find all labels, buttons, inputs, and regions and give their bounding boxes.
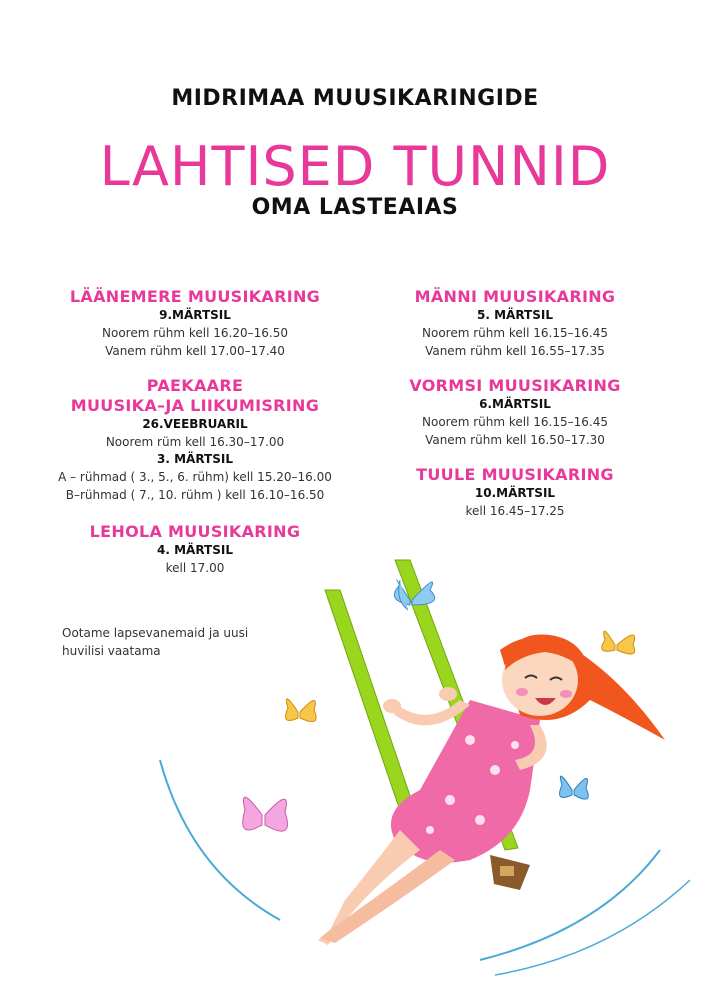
lehola-title: LEHOLA MUUSIKARING: [89, 522, 301, 541]
vormsi-line-1: Noorem rühm kell 16.15–16.45: [422, 415, 608, 429]
tuule-line: kell 16.45–17.25: [465, 504, 565, 518]
butterfly-pink-icon: [243, 797, 288, 831]
girl-dress: [391, 700, 540, 863]
page-title: LAHTISED TUNNID: [99, 135, 611, 198]
laanemere-line-2: Vanem rühm kell 17.00–17.40: [105, 344, 285, 358]
laanemere-line-1: Noorem rühm kell 16.20–16.50: [102, 326, 288, 340]
header-subline: OMA LASTEAIAS: [251, 195, 459, 220]
manni-title: MÄNNI MUUSIKARING: [414, 287, 616, 306]
note-line-1: Ootame lapsevanemaid ja uusi: [62, 626, 249, 640]
paekaare-date-1: 26.VEEBRUARIL: [142, 417, 248, 431]
butterfly-orange-right-icon: [602, 631, 635, 654]
paekaare-title-2: MUUSIKA–JA LIIKUMISRING: [70, 396, 320, 415]
motion-arc-left: [160, 760, 280, 920]
note-line-2: huvilisi vaatama: [62, 644, 161, 658]
laanemere-date: 9.MÄRTSIL: [159, 308, 231, 322]
girl-cheek-right: [560, 690, 572, 698]
paekaare-date-2: 3. MÄRTSIL: [157, 452, 233, 466]
paekaare-line-3: B–rühmad ( 7., 10. rühm ) kell 16.10–16.50: [65, 488, 325, 502]
girl-hand-right: [439, 687, 457, 701]
vormsi-date: 6.MÄRTSIL: [479, 397, 551, 411]
tuule-date: 10.MÄRTSIL: [474, 486, 556, 500]
tuule-title: TUULE MUUSIKARING: [416, 465, 614, 484]
paekaare-line-1: Noorem rüm kell 16.30–17.00: [105, 435, 285, 449]
swing-seat-face: [500, 866, 514, 876]
girl-hand-left: [383, 699, 401, 713]
manni-line-1: Noorem rühm kell 16.15–16.45: [422, 326, 608, 340]
vormsi-title: VORMSI MUUSIKARING: [409, 376, 621, 395]
manni-date: 5. MÄRTSIL: [477, 308, 553, 322]
manni-line-2: Vanem rühm kell 16.55–17.35: [425, 344, 605, 358]
paekaare-line-2: A – rühmad ( 3., 5., 6. rühm) kell 15.20–16.00: [58, 470, 332, 484]
butterfly-orange-left-icon: [286, 699, 317, 722]
paekaare-title-1: PAEKAARE: [146, 376, 244, 395]
vormsi-line-2: Vanem rühm kell 16.50–17.30: [425, 433, 605, 447]
laanemere-title: LÄÄNEMERE MUUSIKARING: [69, 287, 321, 306]
lehola-line: kell 17.00: [165, 561, 225, 575]
girl-cheek-left: [516, 688, 528, 696]
lehola-date: 4. MÄRTSIL: [157, 543, 233, 557]
butterfly-blue-right-icon: [560, 776, 589, 799]
motion-arc-right-2: [495, 880, 690, 975]
header-kicker: MIDRIMAA MUUSIKARINGIDE: [171, 86, 539, 111]
